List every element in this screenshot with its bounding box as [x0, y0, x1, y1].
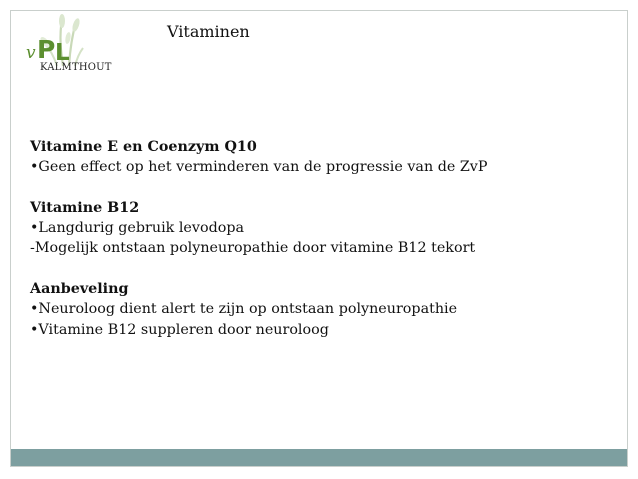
- logo-letter-p: P: [37, 35, 56, 64]
- logo-caption: KALMTHOUT: [40, 62, 112, 73]
- bullet-line: •Geen effect op het verminderen van de progressie van de ZvP: [30, 159, 488, 176]
- vpl-logo-graphic: [23, 12, 85, 68]
- slide: [10, 10, 628, 467]
- bullet-line: •Neuroloog dient alert te zijn op ontstaan polyneuropathie: [30, 301, 458, 318]
- section-heading: Vitamine B12: [30, 199, 140, 216]
- slide-content: [30, 137, 610, 340]
- footer-bar: [11, 449, 627, 466]
- logo-letter-v: v: [26, 43, 36, 63]
- bullet-line: -Mogelijk ontstaan polyneuropathie door vitamine B12 tekort: [30, 240, 476, 257]
- section-heading: Aanbeveling: [30, 281, 129, 298]
- slide-title: Vitaminen: [167, 22, 250, 41]
- bullet-line: •Langdurig gebruik levodopa: [30, 220, 245, 237]
- spacer: [30, 259, 610, 279]
- vpl-logo: [23, 12, 85, 68]
- logo-letter-l: L: [55, 40, 70, 66]
- section-heading: Vitamine E en Coenzym Q10: [30, 139, 257, 155]
- bullet-line: •Vitamine B12 suppleren door neuroloog: [30, 321, 329, 338]
- spacer: [30, 178, 610, 198]
